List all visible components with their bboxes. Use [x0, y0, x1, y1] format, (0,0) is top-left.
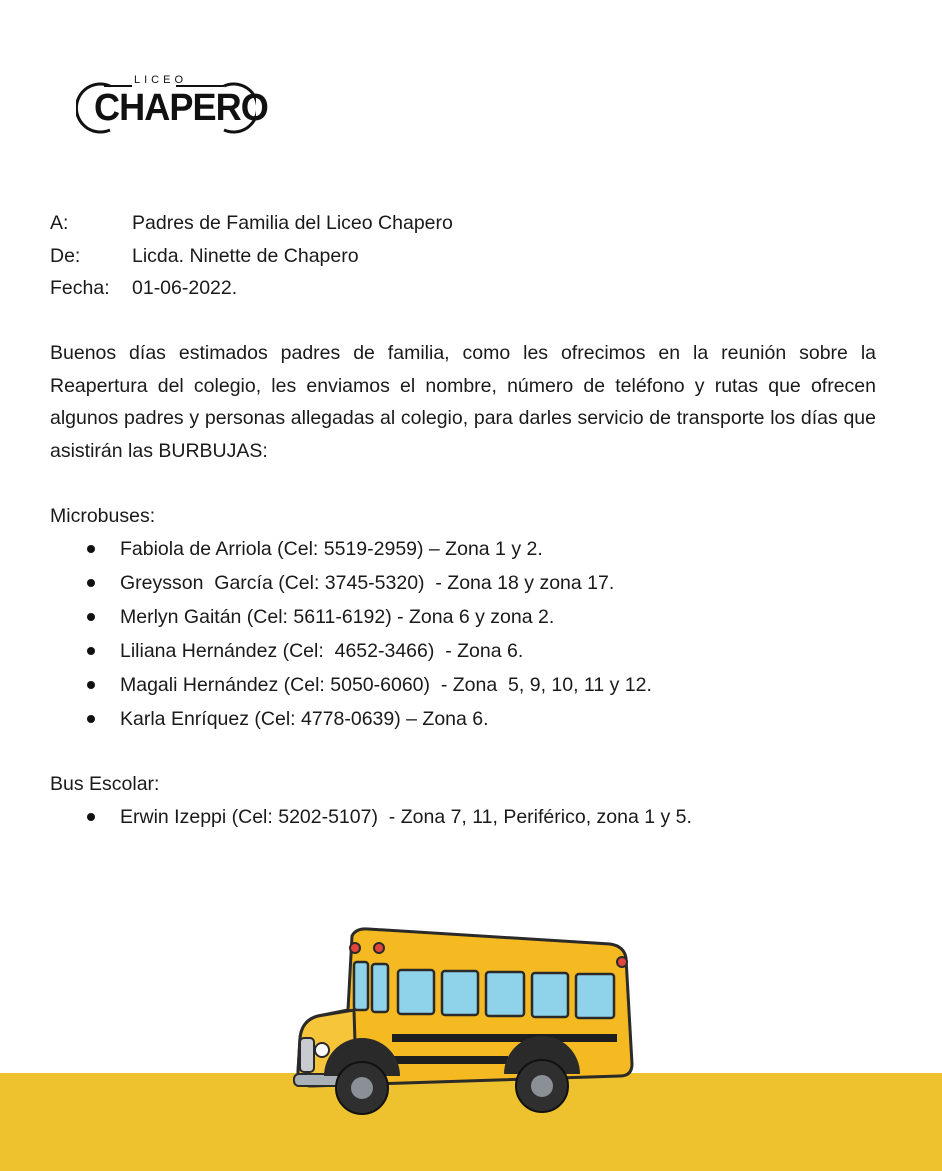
- list-item: [50, 702, 652, 736]
- memo-date-row: [50, 272, 453, 305]
- memo-to-row: [50, 207, 453, 240]
- list-item-text: Fabiola de Arriola (Cel: 5519-2959) – Zona 1 y 2.: [120, 538, 543, 560]
- to-label: A:: [50, 212, 69, 234]
- to-value: Padres de Familia del Liceo Chapero: [132, 212, 453, 234]
- list-item-text: Erwin Izeppi (Cel: 5202-5107) - Zona 7, 11, Periférico, zona 1 y 5.: [120, 806, 692, 828]
- bullet-icon: [87, 813, 95, 821]
- school-bus-icon: [292, 926, 637, 1126]
- bullet-icon: [87, 647, 95, 655]
- list-item: [50, 634, 652, 668]
- bus-escolar-list: [50, 800, 692, 834]
- bullet-icon: [87, 545, 95, 553]
- from-label: De:: [50, 244, 81, 267]
- logo-small-text: LICEO: [134, 74, 188, 86]
- liceo-chapero-logo: [76, 72, 268, 142]
- list-item: [50, 566, 652, 600]
- list-item-text: Karla Enríquez (Cel: 4778-0639) – Zona 6.: [120, 708, 489, 730]
- list-item: [50, 532, 652, 566]
- list-item: [50, 800, 692, 834]
- list-item: [50, 668, 652, 702]
- body-paragraph: Buenos días estimados padres de familia, como les ofrecimos en la reunión sobre la Reapertura del colegio, les enviamos el nombre, número de teléfono y rutas que ofrecen algunos padres y personas allegadas al colegio, para darles servicio de transporte los días que asistirán las BURBUJAS:: [50, 342, 876, 462]
- bullet-icon: [87, 681, 95, 689]
- list-item: [50, 600, 652, 634]
- date-value: 01-06-2022.: [132, 277, 238, 299]
- from-value: Licda. Ninette de Chapero: [132, 244, 359, 267]
- bullet-icon: [87, 579, 95, 587]
- date-label: Fecha:: [50, 277, 110, 299]
- memo-from-row: [50, 240, 453, 273]
- bullet-icon: [87, 715, 95, 723]
- microbuses-list: [50, 532, 652, 736]
- list-item-text: Magali Hernández (Cel: 5050-6060) - Zona 5, 9, 10, 11 y 12.: [120, 674, 652, 696]
- microbuses-title: Microbuses:: [50, 505, 156, 527]
- list-item-text: Merlyn Gaitán (Cel: 5611-6192) - Zona 6 y zona 2.: [120, 606, 555, 628]
- list-item-text: Greysson García (Cel: 3745-5320) - Zona 18 y zona 17.: [120, 572, 615, 594]
- bullet-icon: [87, 613, 95, 621]
- bus-escolar-title: Bus Escolar:: [50, 773, 160, 795]
- list-item-text: Liliana Hernández (Cel: 4652-3466) - Zona 6.: [120, 640, 524, 662]
- memo-header: [50, 207, 453, 305]
- logo-word: CHAPERO: [94, 87, 268, 129]
